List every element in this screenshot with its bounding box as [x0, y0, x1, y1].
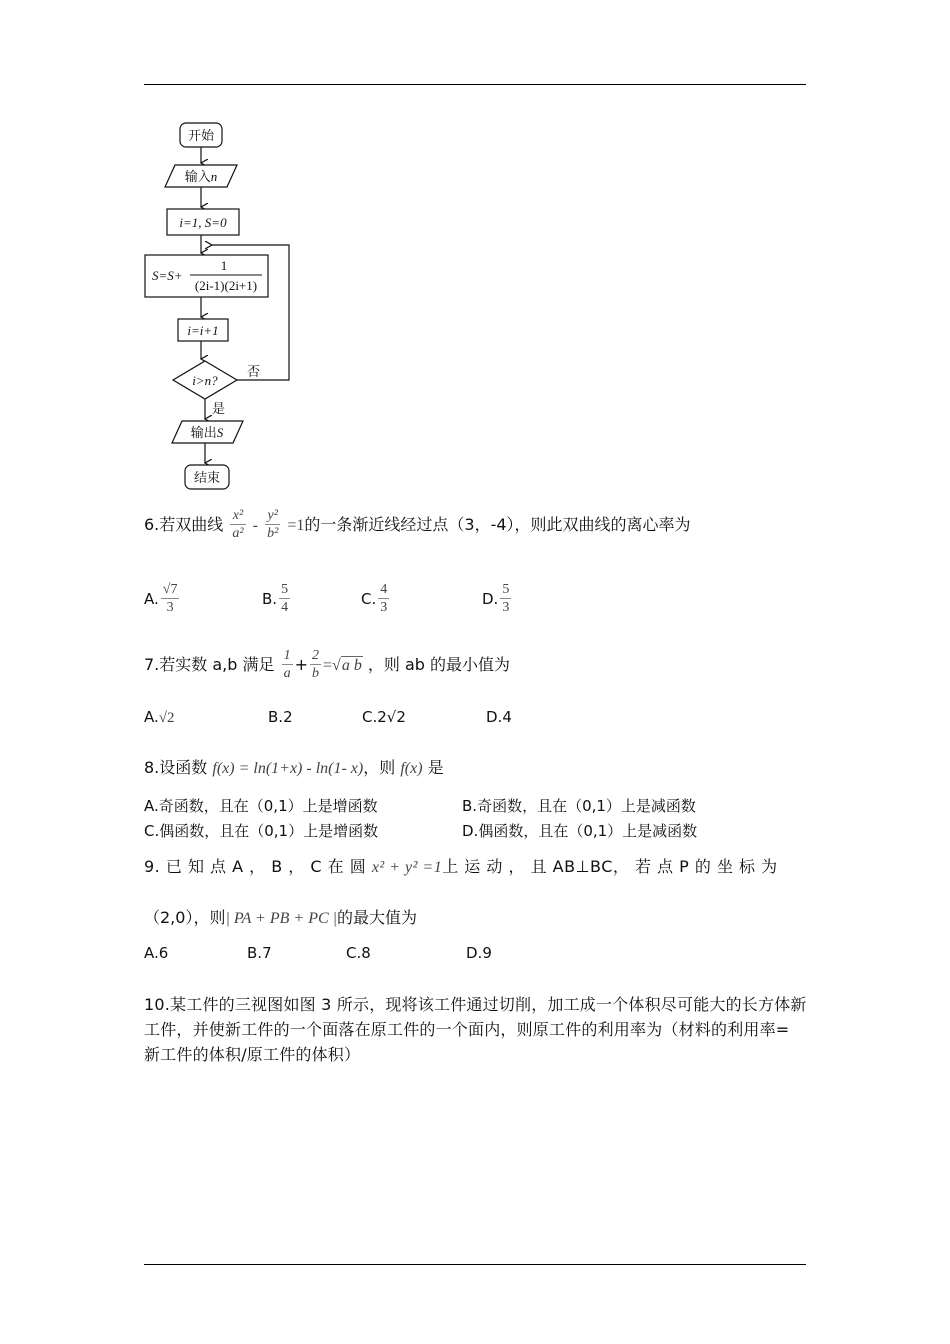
flow-condition: [173, 361, 237, 399]
option-b: B.2: [268, 708, 293, 726]
option-d: D.9: [466, 944, 492, 962]
flow-output: [172, 421, 243, 443]
option-a: A.√2: [144, 708, 175, 726]
svg-text:i=i+1: i=i+1: [187, 323, 219, 338]
fraction: $\frac{1}{a}$: [283, 648, 291, 681]
question-10: 10.某工件的三视图如图 3 所示，现将该工件通过切削，加工成一个体积尽可能大的长方体新工件，并使新工件的一个面落在原工件的一个面内，则原工件的利用率为（材料的利用率= 新工件的体积/原工件的体积）: [144, 995, 807, 1064]
footer-rule: [144, 1264, 806, 1265]
flow-update: [145, 255, 268, 297]
option-c: C. $\frac{4}{3}$: [361, 582, 388, 615]
fraction: $\frac{2}{b}$: [312, 648, 319, 681]
flow-end: [185, 465, 229, 489]
option-a: A. $\frac{√7}{3}$: [144, 582, 178, 615]
question-9-line2: （2,0），则| PA + PB + PC |的最大值为: [144, 908, 418, 927]
flow-increment: [178, 319, 228, 341]
option-c: C.偶函数，且在（0,1）上是增函数: [144, 822, 379, 840]
svg-text:输入n: 输入n: [184, 169, 218, 185]
option-a: A.6: [144, 944, 169, 962]
option-d: D. $\frac{5}{3}$: [482, 582, 510, 615]
flowchart: [140, 115, 310, 495]
option-c: C.2√2: [362, 708, 406, 726]
svg-text:(2i-1)(2i+1): (2i-1)(2i+1): [194, 278, 258, 293]
svg-text:S=S+: S=S+: [152, 268, 183, 283]
flow-input: [165, 165, 237, 187]
svg-text:输出S: 输出S: [190, 425, 224, 441]
fraction: $\frac{\text{y²}}{\text{b²}}$: [267, 508, 279, 541]
option-b: B. $\frac{5}{4}$: [262, 582, 289, 615]
question-7: 7.若实数 a,b 满足 $\frac{1}{a}$ + $\frac{2}{b}$ =√a b ，则 ab 的最小值为: [144, 648, 511, 681]
fraction: $\frac{\text{x²}}{\text{a²}}$: [232, 508, 244, 541]
header-rule: [144, 84, 806, 85]
option-d: D.偶函数，且在（0,1）上是减函数: [462, 822, 698, 840]
svg-text:1: 1: [220, 258, 228, 273]
question-8: 8.设函数 f(x) = ln(1+x) - ln(1- x)，则 f(x) 是: [144, 758, 444, 777]
option-a: A.奇函数，且在（0,1）上是增函数: [144, 797, 378, 815]
flow-no-label: 否: [247, 365, 261, 380]
option-b: B.7: [247, 944, 272, 962]
svg-text:i>n?: i>n?: [192, 373, 218, 388]
svg-text:i=1, S=0: i=1, S=0: [179, 215, 227, 230]
question-9-line1: 9. 已 知 点 A ， B ， C 在 圆 x² + y² =1上 运 动 ， 且 AB⊥BC， 若 点 P 的 坐 标 为: [144, 857, 778, 876]
option-d: D.4: [486, 708, 512, 726]
svg-text:结束: 结束: [193, 471, 221, 486]
option-c: C.8: [346, 944, 371, 962]
option-b: B.奇函数，且在（0,1）上是减函数: [462, 797, 696, 815]
svg-text:开始: 开始: [187, 129, 215, 144]
flow-start: [180, 123, 222, 147]
flow-init: [167, 209, 239, 235]
question-8-options: [144, 795, 804, 845]
question-6: 6.若双曲线 $\frac{\text{x²}}{\text{a²}}$ - $\frac{\text{y²}}{\text{b²}}$ =1的一条渐近线经过点（3，-4），则此双曲线的离心率为: [144, 508, 691, 541]
flow-yes-label: 是: [212, 402, 226, 417]
